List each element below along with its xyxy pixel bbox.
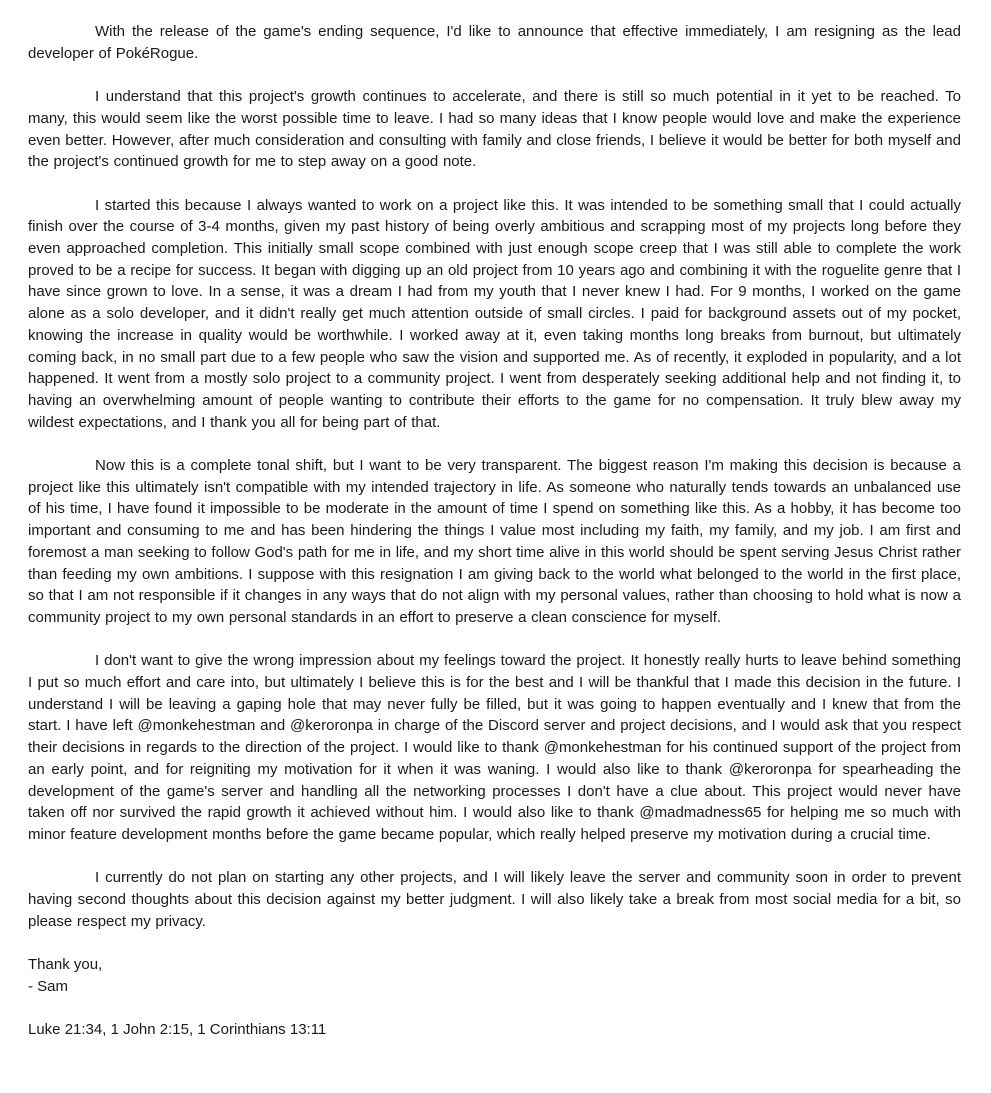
letter-paragraph-timing: I understand that this project's growth continues to accelerate, and there is still so much potential in it yet to be reached. To many, this would seem like the worst possible time to leave. I had so many ideas that I know people would love and make the experience even better. However, after much consideration and consulting with family and close friends, I believe it would be better for both myself and the project's continued growth for me to step away on a good note. — [28, 88, 961, 171]
signature: - Sam — [28, 977, 69, 995]
letter-paragraph-reason: Now this is a complete tonal shift, but I want to be very transparent. The biggest reason I'm making this decision is because a project like this ultimately isn't compatible with my intended trajectory in life. As someone who naturally tends towards an unbalanced use of his time, I have found it impossible to be moderate in the amount of time I spend on something like this. As a hobby, it has become too important and consuming to me and has been hindering the things I value most including my faith, my family, and my job. I am first and foremost a man seeking to follow God's path for me in life, and my short time alive in this world should be spent serving Jesus Christ rather than feeding my own ambitions. I suppose with this resignation I am giving back to the world what belonged to the world in the first place, so that I am not responsible if it changes in any ways that do not align with my personal values, rather than choosing to hold what is now a community project to my own personal standards in an effort to preserve a clean conscience for myself. — [28, 457, 961, 626]
closing-block — [28, 954, 961, 997]
scripture-references: Luke 21:34, 1 John 2:15, 1 Corinthians 13:11 — [28, 1021, 327, 1039]
closing-thanks: Thank you, — [28, 956, 103, 974]
letter-paragraph-announcement: With the release of the game's ending sequence, I'd like to announce that effective immediately, I am resigning as the lead developer of PokéRogue. — [28, 23, 961, 62]
letter-paragraph-future-plans: I currently do not plan on starting any other projects, and I will likely leave the server and community soon in order to prevent having second thoughts about this decision against my better judgment. I will also likely take a break from most social media for a bit, so please respect my privacy. — [28, 869, 961, 930]
letter-paragraph-history: I started this because I always wanted to work on a project like this. It was intended to be something small that I could actually finish over the course of 3-4 months, given my past history of being overly ambitious and scrapping most of my projects long before they even approached completion. This initially small scope combined with just enough scope creep that I was still able to complete the work proved to be a recipe for success. It began with digging up an old project from 10 years ago and combining it with the roguelite genre that I have since grown to love. In a sense, it was a dream I had from my youth that I never knew I had. For 9 months, I worked on the game alone as a solo developer, and it didn't really get much attention outside of small circles. I paid for background assets out of my pocket, knowing the increase in quality would be worthwhile. I worked away at it, even taking months long breaks from burnout, but ultimately coming back, in no small part due to a few people who saw the vision and supported me. As of recently, it exploded in popularity, and a lot happened. It went from a mostly solo project to a community project. I went from desperately seeking additional help and not finding it, to having an overwhelming amount of people wanting to contribute their efforts to the game for no compensation. It truly blew away my wildest expectations, and I thank you all for being part of that. — [28, 196, 961, 431]
letter-paragraph-thanks: I don't want to give the wrong impression about my feelings toward the project. It honestly really hurts to leave behind something I put so much effort and care into, but ultimately I believe this is for the best and I will be thankful that I made this decision in the future. I understand I will be leaving a gaping hole that may never fully be filled, but it was going to happen eventually and I knew that from the start. I have left @monkehestman and @keroronpa in charge of the Discord server and project decisions, and I would ask that you respect their decisions in regards to the direction of the project. I would like to thank @monkehestman for his continued support of the project from an early point, and for reigniting my motivation for it when it was waning. I would also like to thank @keroronpa for spearheading the development of the game's server and handling all the networking processes I don't have a clue about. This project would never have taken off nor survived the rapid growth it achieved without him. I would also like to thank @madmadness65 for helping me so much with minor feature development months before the game became popular, which really helped preserve my motivation during a crucial time. — [28, 652, 961, 843]
